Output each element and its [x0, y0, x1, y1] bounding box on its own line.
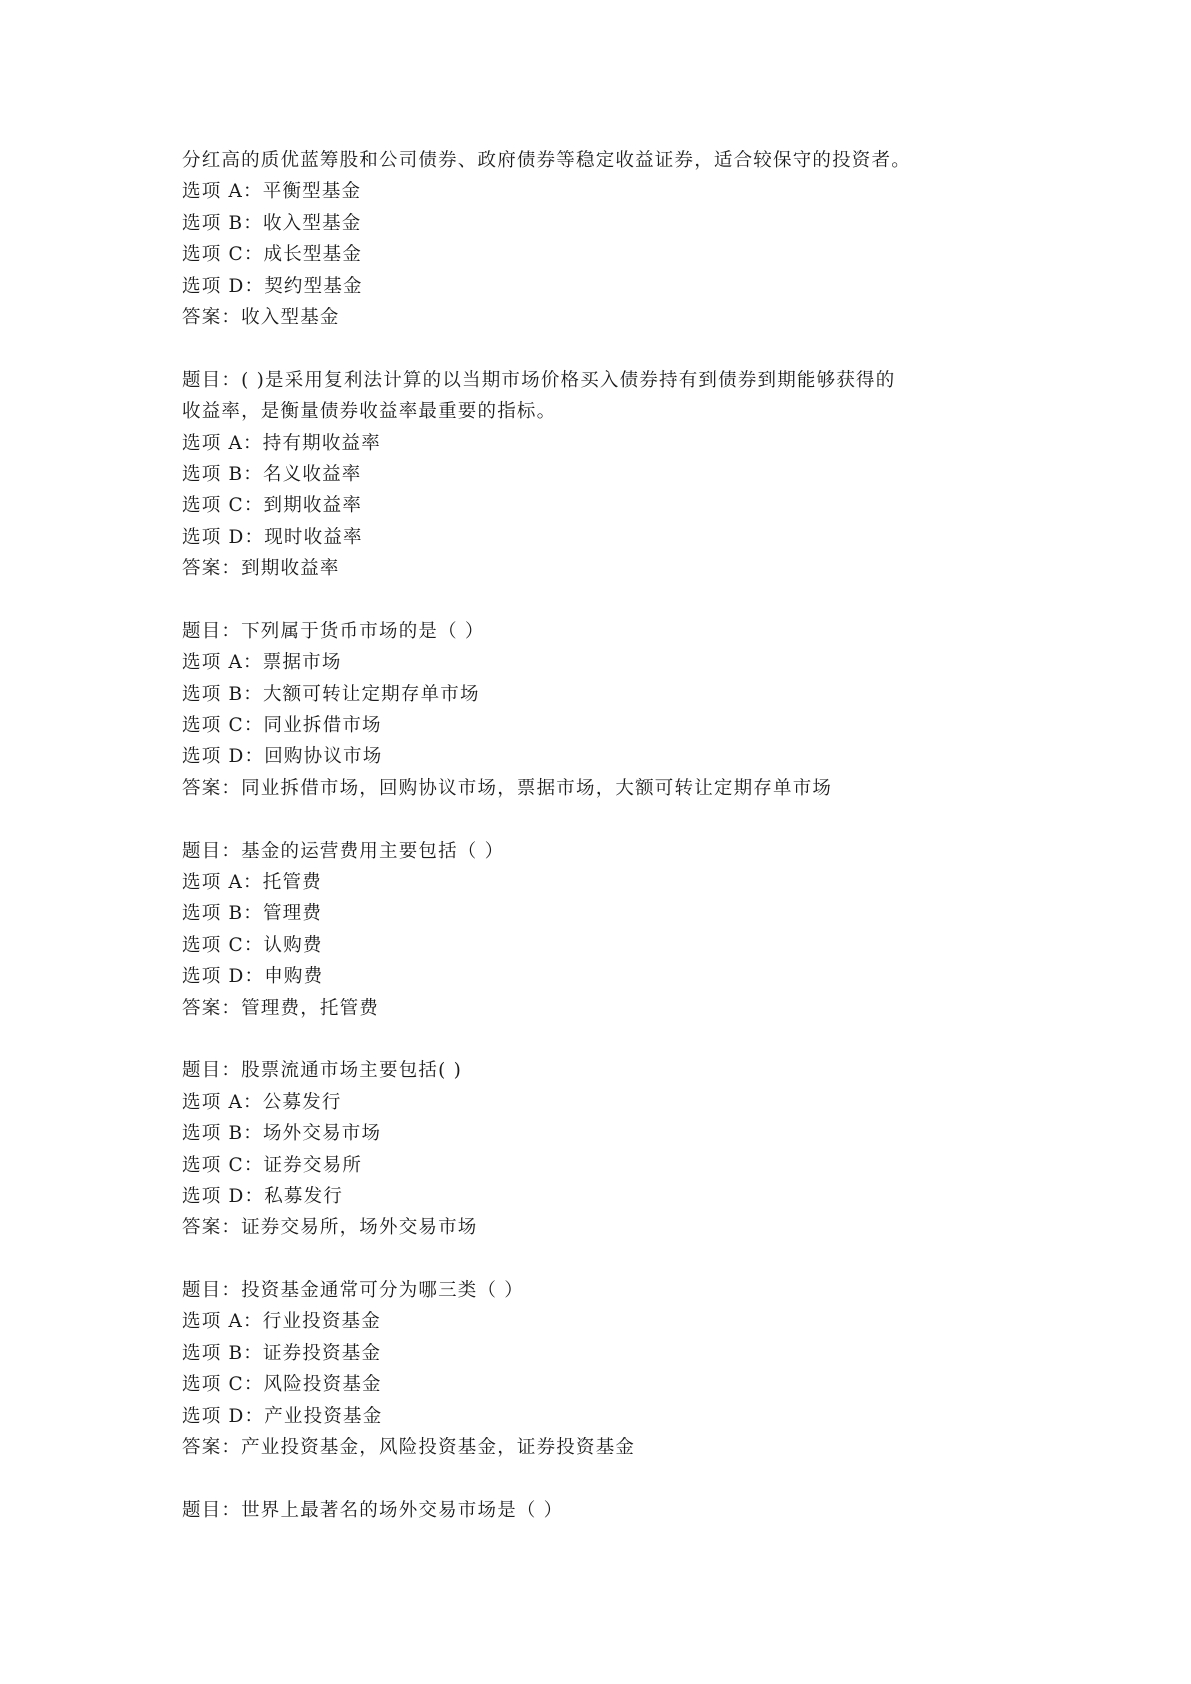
option-text: 选项 D：申购费: [182, 966, 324, 988]
answer-text: 答案：同业拆借市场，回购协议市场，票据市场，大额可转让定期存单市场: [182, 777, 833, 799]
option-text: 选项 A：持有期收益率: [182, 432, 381, 454]
question-text: 分红高的质优蓝筹股和公司债券、政府债券等稳定收益证券，适合较保守的投资者。: [182, 150, 911, 171]
option-text: 选项 C：证券交易所: [182, 1154, 363, 1176]
block-spacer: [182, 1244, 1042, 1275]
question-block: [182, 1495, 1042, 1526]
question-block: [182, 365, 1042, 585]
option-text: 选项 A：平衡型基金: [182, 181, 362, 203]
option-text: 选项 D：现时收益率: [182, 526, 363, 548]
document-body: [182, 145, 1042, 1526]
option-text: 选项 D：私募发行: [182, 1185, 344, 1207]
answer-text: 答案：到期收益率: [182, 558, 340, 580]
answer-text: 答案：产业投资基金，风险投资基金，证券投资基金: [182, 1437, 636, 1459]
option-text: 选项 D：回购协议市场: [182, 746, 383, 768]
option-text: 选项 B：收入型基金: [182, 212, 362, 234]
option-text: 选项 B：证券投资基金: [182, 1342, 382, 1364]
block-spacer: [182, 804, 1042, 835]
question-text: 题目：股票流通市场主要包括( ): [182, 1060, 463, 1082]
option-text: 选项 C：风险投资基金: [182, 1374, 382, 1396]
option-text: 选项 A：票据市场: [182, 652, 342, 674]
question-block: [182, 1275, 1042, 1463]
block-spacer: [182, 333, 1042, 364]
question-block: [182, 1055, 1042, 1243]
option-text: 选项 B：大额可转让定期存单市场: [182, 683, 480, 705]
question-text: 收益率，是衡量债券收益率最重要的指标。: [182, 401, 557, 423]
option-text: 选项 C：认购费: [182, 934, 323, 956]
block-spacer: [182, 1463, 1042, 1494]
option-text: 选项 C：同业拆借市场: [182, 715, 382, 737]
answer-text: 答案：收入型基金: [182, 306, 340, 328]
option-text: 选项 A：托管费: [182, 871, 322, 893]
question-block: [182, 616, 1042, 804]
option-text: 选项 C：到期收益率: [182, 495, 363, 517]
answer-text: 答案：管理费，托管费: [182, 997, 380, 1019]
option-text: 选项 B：管理费: [182, 903, 323, 925]
option-text: 选项 C：成长型基金: [182, 244, 363, 266]
answer-text: 答案：证券交易所，场外交易市场: [182, 1217, 478, 1239]
question-text: 题目：投资基金通常可分为哪三类（ ）: [182, 1280, 524, 1302]
question-block: [182, 145, 1042, 333]
question-text: 题目：( )是采用复利法计算的以当期市场价格买入债券持有到债券到期能够获得的: [182, 369, 896, 391]
question-text: 题目：基金的运营费用主要包括（ ）: [182, 840, 505, 862]
question-text: 题目：下列属于货币市场的是（ ）: [182, 620, 485, 642]
option-text: 选项 B：名义收益率: [182, 463, 362, 485]
option-text: 选项 A：行业投资基金: [182, 1311, 381, 1333]
option-text: 选项 B：场外交易市场: [182, 1123, 382, 1145]
option-text: 选项 D：产业投资基金: [182, 1405, 383, 1427]
question-text: 题目：世界上最著名的场外交易市场是（ ）: [182, 1499, 564, 1521]
option-text: 选项 D：契约型基金: [182, 275, 363, 297]
question-block: [182, 836, 1042, 1024]
block-spacer: [182, 1024, 1042, 1055]
block-spacer: [182, 584, 1042, 615]
option-text: 选项 A：公募发行: [182, 1091, 342, 1113]
